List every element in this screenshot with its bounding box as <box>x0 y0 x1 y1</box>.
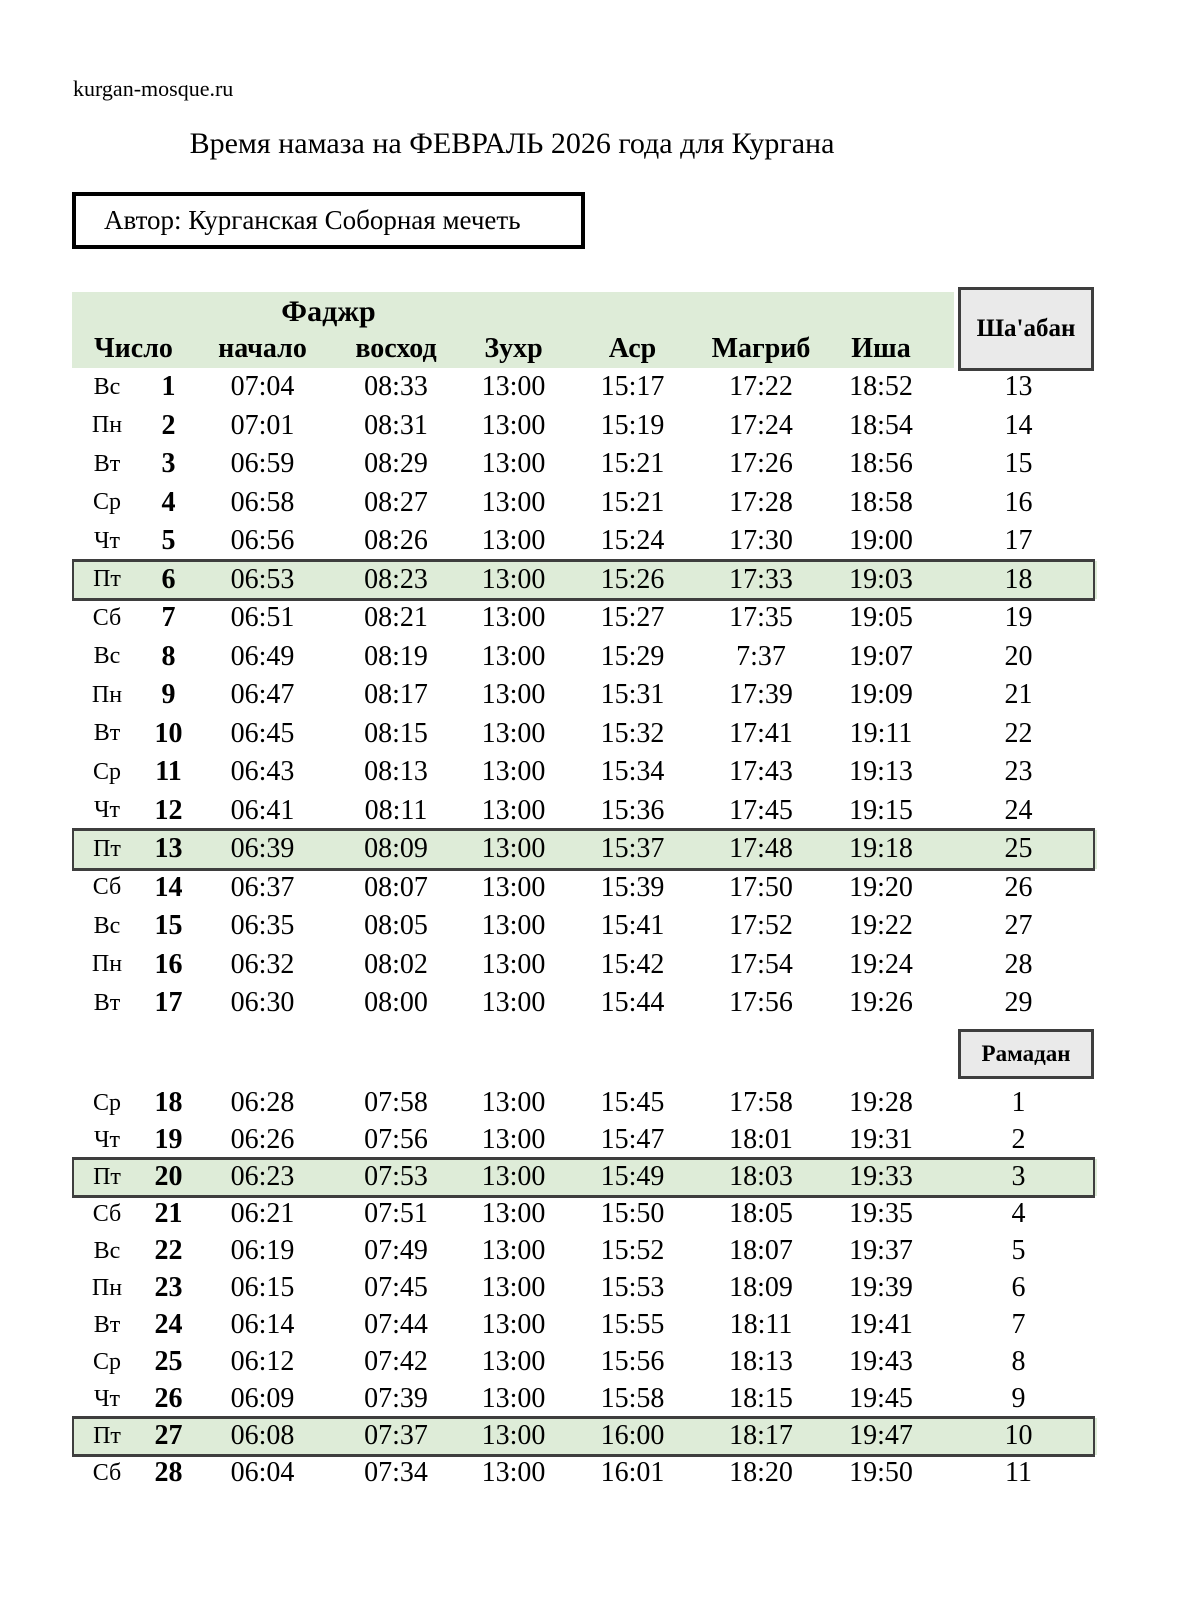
fajr-group-header: Фаджр <box>281 295 376 328</box>
table-body <box>72 368 1097 1492</box>
cell-asr: 15:53 <box>600 1272 665 1303</box>
cell-dow: Ср <box>92 1089 121 1116</box>
cell-day-number: 4 <box>161 486 176 518</box>
cell-isha: 19:31 <box>849 1124 913 1155</box>
cell-sunrise: 07:53 <box>364 1161 428 1192</box>
cell-isha: 19:09 <box>849 679 913 711</box>
cell-hijri-day: 21 <box>1004 679 1033 711</box>
cell-day-number: 16 <box>154 948 183 980</box>
table-header <box>72 292 954 368</box>
cell-fajr-start: 06:41 <box>230 794 295 826</box>
cell-dow: Сб <box>92 604 122 631</box>
cell-sunrise: 08:11 <box>364 794 428 826</box>
cell-sunrise: 07:37 <box>364 1420 428 1451</box>
cell-dow: Ср <box>92 758 121 785</box>
cell-fajr-start: 07:04 <box>230 371 295 403</box>
cell-asr: 15:21 <box>600 448 665 480</box>
cell-zuhr: 13:00 <box>481 563 546 595</box>
cell-maghrib: 17:45 <box>729 794 793 826</box>
cell-isha: 18:58 <box>849 486 913 518</box>
cell-dow: Пн <box>91 412 123 439</box>
cell-zuhr: 13:00 <box>481 525 546 557</box>
cell-zuhr: 13:00 <box>481 602 546 634</box>
cell-sunrise: 08:02 <box>364 948 428 980</box>
cell-asr: 15:27 <box>600 602 665 634</box>
cell-zuhr: 13:00 <box>481 910 546 942</box>
page-title: Время намаза на ФЕВРАЛЬ 2026 года для Кургана <box>189 127 835 160</box>
cell-isha: 19:20 <box>849 871 913 903</box>
cell-day-number: 21 <box>154 1198 183 1229</box>
cell-fajr-start: 06:08 <box>230 1420 295 1451</box>
cell-day-number: 8 <box>161 640 176 672</box>
cell-maghrib: 18:01 <box>729 1124 793 1155</box>
table-row-friday <box>72 1418 1097 1455</box>
cell-isha: 19:11 <box>849 717 913 749</box>
cell-hijri-day: 23 <box>1004 756 1033 788</box>
cell-zuhr: 13:00 <box>481 948 546 980</box>
cell-sunrise: 08:00 <box>364 987 428 1019</box>
cell-fajr-start: 06:14 <box>230 1309 295 1340</box>
cell-hijri-day: 26 <box>1004 871 1033 903</box>
cell-asr: 15:55 <box>600 1309 665 1340</box>
cell-asr: 16:01 <box>600 1457 665 1488</box>
cell-isha: 19:13 <box>849 756 913 788</box>
table-row <box>72 676 1097 715</box>
cell-dow: Сб <box>92 874 122 901</box>
cell-day-number: 17 <box>154 987 183 1019</box>
cell-maghrib: 18:05 <box>729 1198 793 1229</box>
cell-zuhr: 13:00 <box>481 1272 546 1303</box>
cell-sunrise: 08:13 <box>364 756 428 788</box>
table-row <box>72 638 1097 677</box>
cell-zuhr: 13:00 <box>481 448 546 480</box>
table-row <box>72 407 1097 446</box>
cell-sunrise: 08:29 <box>364 448 428 480</box>
cell-fajr-start: 06:49 <box>230 640 295 672</box>
cell-dow: Пн <box>91 681 123 708</box>
cell-day-number: 27 <box>154 1420 183 1451</box>
cell-zuhr: 13:00 <box>481 1420 546 1451</box>
table-row <box>72 445 1097 484</box>
cell-sunrise: 08:31 <box>364 409 428 441</box>
cell-hijri-day: 15 <box>1004 448 1033 480</box>
cell-dow: Пт <box>93 835 121 862</box>
table-row <box>72 368 1097 407</box>
cell-sunrise: 08:17 <box>364 679 428 711</box>
cell-asr: 15:37 <box>600 833 665 865</box>
cell-zuhr: 13:00 <box>481 1124 546 1155</box>
cell-isha: 19:24 <box>849 948 913 980</box>
cell-hijri-day: 9 <box>1011 1383 1026 1414</box>
cell-hijri-day: 16 <box>1004 486 1033 518</box>
cell-hijri-day: 1 <box>1011 1087 1026 1118</box>
cell-day-number: 20 <box>154 1161 183 1192</box>
cell-hijri-day: 28 <box>1004 948 1033 980</box>
cell-maghrib: 17:54 <box>729 948 793 980</box>
column-header-asr: Аср <box>608 333 657 364</box>
cell-isha: 19:43 <box>849 1346 913 1377</box>
cell-hijri-day: 29 <box>1004 987 1033 1019</box>
cell-fajr-start: 06:43 <box>230 756 295 788</box>
cell-maghrib: 18:07 <box>729 1235 793 1266</box>
cell-hijri-day: 19 <box>1004 602 1033 634</box>
cell-isha: 19:50 <box>849 1457 913 1488</box>
cell-zuhr: 13:00 <box>481 833 546 865</box>
cell-asr: 15:36 <box>600 794 665 826</box>
cell-maghrib: 7:37 <box>736 640 786 672</box>
table-row <box>72 984 1097 1023</box>
cell-fajr-start: 06:56 <box>230 525 295 557</box>
cell-sunrise: 08:19 <box>364 640 428 672</box>
cell-zuhr: 13:00 <box>481 1457 546 1488</box>
cell-asr: 15:19 <box>600 409 665 441</box>
table-row-friday <box>72 1159 1097 1196</box>
cell-asr: 15:21 <box>600 486 665 518</box>
cell-asr: 15:49 <box>600 1161 665 1192</box>
cell-day-number: 28 <box>154 1457 183 1488</box>
cell-maghrib: 17:41 <box>729 717 793 749</box>
cell-hijri-day: 7 <box>1011 1309 1026 1340</box>
cell-zuhr: 13:00 <box>481 756 546 788</box>
cell-zuhr: 13:00 <box>481 640 546 672</box>
cell-sunrise: 08:21 <box>364 602 428 634</box>
cell-dow: Сб <box>92 1200 122 1227</box>
column-header-isha: Иша <box>851 333 911 364</box>
cell-isha: 19:45 <box>849 1383 913 1414</box>
cell-maghrib: 18:13 <box>729 1346 793 1377</box>
cell-maghrib: 17:24 <box>729 409 793 441</box>
cell-day-number: 22 <box>154 1235 183 1266</box>
prayer-times-table <box>72 287 1097 1497</box>
cell-fajr-start: 06:37 <box>230 871 295 903</box>
cell-fajr-start: 06:04 <box>230 1457 295 1488</box>
cell-asr: 15:45 <box>600 1087 665 1118</box>
cell-zuhr: 13:00 <box>481 717 546 749</box>
table-row <box>72 1307 1097 1344</box>
cell-sunrise: 08:15 <box>364 717 428 749</box>
cell-asr: 15:26 <box>600 563 665 595</box>
cell-day-number: 6 <box>161 563 176 595</box>
cell-dow: Вс <box>93 1237 121 1264</box>
cell-maghrib: 17:22 <box>729 371 793 403</box>
cell-day-number: 14 <box>154 871 183 903</box>
cell-fajr-start: 06:32 <box>230 948 295 980</box>
cell-dow: Ср <box>92 1348 121 1375</box>
table-row <box>72 1455 1097 1492</box>
cell-isha: 19:33 <box>849 1161 913 1192</box>
cell-hijri-day: 6 <box>1011 1272 1026 1303</box>
cell-asr: 15:34 <box>600 756 665 788</box>
table-row <box>72 1344 1097 1381</box>
table-row <box>72 753 1097 792</box>
cell-maghrib: 17:33 <box>729 563 793 595</box>
author-box <box>72 192 585 249</box>
table-row <box>72 1270 1097 1307</box>
cell-sunrise: 08:27 <box>364 486 428 518</box>
cell-sunrise: 08:07 <box>364 871 428 903</box>
table-row-friday <box>72 561 1097 600</box>
cell-dow: Пн <box>91 951 123 978</box>
cell-sunrise: 07:49 <box>364 1235 428 1266</box>
cell-fajr-start: 06:59 <box>230 448 295 480</box>
cell-sunrise: 07:51 <box>364 1198 428 1229</box>
cell-isha: 19:39 <box>849 1272 913 1303</box>
cell-asr: 15:41 <box>600 910 665 942</box>
cell-zuhr: 13:00 <box>481 1309 546 1340</box>
cell-fajr-start: 06:19 <box>230 1235 295 1266</box>
cell-asr: 15:50 <box>600 1198 665 1229</box>
cell-isha: 19:15 <box>849 794 913 826</box>
cell-fajr-start: 06:35 <box>230 910 295 942</box>
cell-dow: Пт <box>93 1163 121 1190</box>
cell-hijri-day: 2 <box>1011 1124 1026 1155</box>
cell-day-number: 5 <box>161 525 176 557</box>
cell-asr: 15:31 <box>600 679 665 711</box>
cell-isha: 19:05 <box>849 602 913 634</box>
cell-sunrise: 07:42 <box>364 1346 428 1377</box>
cell-maghrib: 17:43 <box>729 756 793 788</box>
cell-dow: Чт <box>93 797 121 824</box>
cell-asr: 15:42 <box>600 948 665 980</box>
cell-isha: 19:47 <box>849 1420 913 1451</box>
cell-zuhr: 13:00 <box>481 409 546 441</box>
cell-dow: Вт <box>93 989 121 1016</box>
cell-maghrib: 18:17 <box>729 1420 793 1451</box>
cell-maghrib: 17:30 <box>729 525 793 557</box>
cell-hijri-day: 25 <box>1004 833 1033 865</box>
cell-maghrib: 17:52 <box>729 910 793 942</box>
cell-dow: Вс <box>93 373 121 400</box>
cell-fajr-start: 06:26 <box>230 1124 295 1155</box>
column-header-fajr-start: начало <box>218 333 307 364</box>
cell-asr: 15:32 <box>600 717 665 749</box>
cell-sunrise: 07:45 <box>364 1272 428 1303</box>
cell-sunrise: 08:26 <box>364 525 428 557</box>
cell-hijri-day: 13 <box>1004 371 1033 403</box>
cell-zuhr: 13:00 <box>481 486 546 518</box>
table-row <box>72 1085 1097 1122</box>
cell-zuhr: 13:00 <box>481 794 546 826</box>
cell-maghrib: 18:09 <box>729 1272 793 1303</box>
cell-dow: Сб <box>92 1459 122 1486</box>
cell-zuhr: 13:00 <box>481 1346 546 1377</box>
cell-day-number: 1 <box>161 371 176 403</box>
cell-hijri-day: 5 <box>1011 1235 1026 1266</box>
cell-isha: 19:03 <box>849 563 913 595</box>
cell-day-number: 11 <box>155 756 182 788</box>
cell-hijri-day: 18 <box>1004 563 1033 595</box>
cell-dow: Пн <box>91 1274 123 1301</box>
cell-hijri-day: 11 <box>1005 1457 1032 1488</box>
cell-fajr-start: 06:21 <box>230 1198 295 1229</box>
cell-asr: 15:17 <box>600 371 665 403</box>
table-row <box>72 946 1097 985</box>
cell-isha: 19:41 <box>849 1309 913 1340</box>
cell-asr: 15:29 <box>600 640 665 672</box>
cell-asr: 15:24 <box>600 525 665 557</box>
cell-dow: Вс <box>93 643 121 670</box>
cell-fajr-start: 06:12 <box>230 1346 295 1377</box>
cell-hijri-day: 22 <box>1004 717 1033 749</box>
cell-hijri-day: 14 <box>1004 409 1033 441</box>
cell-isha: 19:35 <box>849 1198 913 1229</box>
site-link: kurgan-mosque.ru <box>73 76 234 101</box>
ramadan-gap-row <box>72 1023 1097 1085</box>
cell-sunrise: 07:58 <box>364 1087 428 1118</box>
cell-maghrib: 17:26 <box>729 448 793 480</box>
cell-fajr-start: 06:39 <box>230 833 295 865</box>
cell-isha: 19:28 <box>849 1087 913 1118</box>
cell-zuhr: 13:00 <box>481 1235 546 1266</box>
cell-sunrise: 08:23 <box>364 563 428 595</box>
cell-fajr-start: 06:15 <box>230 1272 295 1303</box>
table-row <box>72 522 1097 561</box>
cell-fajr-start: 06:47 <box>230 679 295 711</box>
cell-isha: 18:52 <box>849 371 913 403</box>
cell-sunrise: 07:44 <box>364 1309 428 1340</box>
cell-isha: 19:22 <box>849 910 913 942</box>
cell-fajr-start: 06:45 <box>230 717 295 749</box>
table-row <box>72 907 1097 946</box>
cell-maghrib: 17:58 <box>729 1087 793 1118</box>
cell-maghrib: 17:48 <box>729 833 793 865</box>
cell-fajr-start: 06:30 <box>230 987 295 1019</box>
cell-hijri-day: 17 <box>1004 525 1033 557</box>
cell-hijri-day: 27 <box>1004 910 1033 942</box>
cell-sunrise: 08:05 <box>364 910 428 942</box>
table-row <box>72 1196 1097 1233</box>
cell-day-number: 9 <box>161 679 176 711</box>
cell-zuhr: 13:00 <box>481 1161 546 1192</box>
cell-maghrib: 18:11 <box>729 1309 793 1340</box>
cell-dow: Вт <box>93 450 121 477</box>
cell-day-number: 7 <box>161 602 176 634</box>
cell-asr: 16:00 <box>600 1420 665 1451</box>
cell-zuhr: 13:00 <box>481 679 546 711</box>
cell-dow: Чт <box>93 1126 121 1153</box>
cell-asr: 15:44 <box>600 987 665 1019</box>
cell-asr: 15:47 <box>600 1124 665 1155</box>
cell-fajr-start: 06:53 <box>230 563 295 595</box>
table-row-friday <box>72 830 1097 869</box>
cell-isha: 19:37 <box>849 1235 913 1266</box>
cell-fajr-start: 06:58 <box>230 486 295 518</box>
cell-sunrise: 07:34 <box>364 1457 428 1488</box>
cell-day-number: 23 <box>154 1272 183 1303</box>
cell-asr: 15:39 <box>600 871 665 903</box>
table-row <box>72 1122 1097 1159</box>
cell-hijri-day: 10 <box>1004 1420 1033 1451</box>
cell-fajr-start: 06:09 <box>230 1383 295 1414</box>
cell-fajr-start: 06:23 <box>230 1161 295 1192</box>
cell-dow: Пт <box>93 566 121 593</box>
table-row <box>72 715 1097 754</box>
cell-hijri-day: 20 <box>1004 640 1033 672</box>
cell-hijri-day: 8 <box>1011 1346 1026 1377</box>
cell-day-number: 24 <box>154 1309 183 1340</box>
table-row <box>72 792 1097 831</box>
cell-dow: Чт <box>93 1385 121 1412</box>
cell-fajr-start: 06:28 <box>230 1087 295 1118</box>
cell-dow: Чт <box>93 527 121 554</box>
cell-hijri-day: 24 <box>1004 794 1033 826</box>
cell-fajr-start: 06:51 <box>230 602 295 634</box>
cell-zuhr: 13:00 <box>481 371 546 403</box>
table-row <box>72 1381 1097 1418</box>
cell-day-number: 19 <box>154 1124 183 1155</box>
cell-isha: 19:18 <box>849 833 913 865</box>
table-row <box>72 1233 1097 1270</box>
cell-day-number: 25 <box>154 1346 183 1377</box>
cell-maghrib: 17:39 <box>729 679 793 711</box>
cell-day-number: 15 <box>154 910 183 942</box>
cell-day-number: 18 <box>154 1087 183 1118</box>
cell-zuhr: 13:00 <box>481 1383 546 1414</box>
cell-dow: Вс <box>93 912 121 939</box>
cell-day-number: 12 <box>154 794 183 826</box>
column-header-maghrib: Магриб <box>711 333 811 364</box>
cell-hijri-day: 4 <box>1011 1198 1026 1229</box>
cell-day-number: 3 <box>161 448 176 480</box>
cell-isha: 18:56 <box>849 448 913 480</box>
cell-sunrise: 08:33 <box>364 371 428 403</box>
cell-dow: Вт <box>93 1311 121 1338</box>
cell-dow: Ср <box>92 489 121 516</box>
cell-day-number: 13 <box>154 833 183 865</box>
table-row <box>72 869 1097 908</box>
cell-maghrib: 17:35 <box>729 602 793 634</box>
table-row <box>72 599 1097 638</box>
cell-maghrib: 17:28 <box>729 486 793 518</box>
cell-sunrise: 07:39 <box>364 1383 428 1414</box>
cell-maghrib: 18:03 <box>729 1161 793 1192</box>
cell-asr: 15:52 <box>600 1235 665 1266</box>
cell-zuhr: 13:00 <box>481 1087 546 1118</box>
cell-dow: Пт <box>93 1422 121 1449</box>
cell-day-number: 2 <box>161 409 176 441</box>
cell-maghrib: 17:50 <box>729 871 793 903</box>
cell-asr: 15:56 <box>600 1346 665 1377</box>
cell-isha: 19:07 <box>849 640 913 672</box>
column-header-zuhr: Зухр <box>484 333 543 364</box>
cell-sunrise: 07:56 <box>364 1124 428 1155</box>
cell-day-number: 10 <box>154 717 183 749</box>
column-header-date: Число <box>94 333 173 364</box>
cell-hijri-day: 3 <box>1011 1161 1026 1192</box>
column-header-sunrise: восход <box>355 333 437 364</box>
cell-zuhr: 13:00 <box>481 871 546 903</box>
cell-maghrib: 18:20 <box>729 1457 793 1488</box>
column-headers <box>72 333 1097 365</box>
cell-maghrib: 18:15 <box>729 1383 793 1414</box>
cell-zuhr: 13:00 <box>481 987 546 1019</box>
cell-isha: 19:26 <box>849 987 913 1019</box>
cell-zuhr: 13:00 <box>481 1198 546 1229</box>
author-label: Автор: Курганская Соборная мечеть <box>104 205 521 235</box>
cell-maghrib: 17:56 <box>729 987 793 1019</box>
ramadan-month-box: Рамадан <box>958 1029 1094 1079</box>
table-row <box>72 484 1097 523</box>
cell-isha: 18:54 <box>849 409 913 441</box>
cell-isha: 19:00 <box>849 525 913 557</box>
cell-day-number: 26 <box>154 1383 183 1414</box>
shaaban-month-box: Ша'абан <box>958 287 1094 371</box>
cell-dow: Вт <box>93 720 121 747</box>
cell-fajr-start: 07:01 <box>230 409 295 441</box>
cell-sunrise: 08:09 <box>364 833 428 865</box>
cell-asr: 15:58 <box>600 1383 665 1414</box>
